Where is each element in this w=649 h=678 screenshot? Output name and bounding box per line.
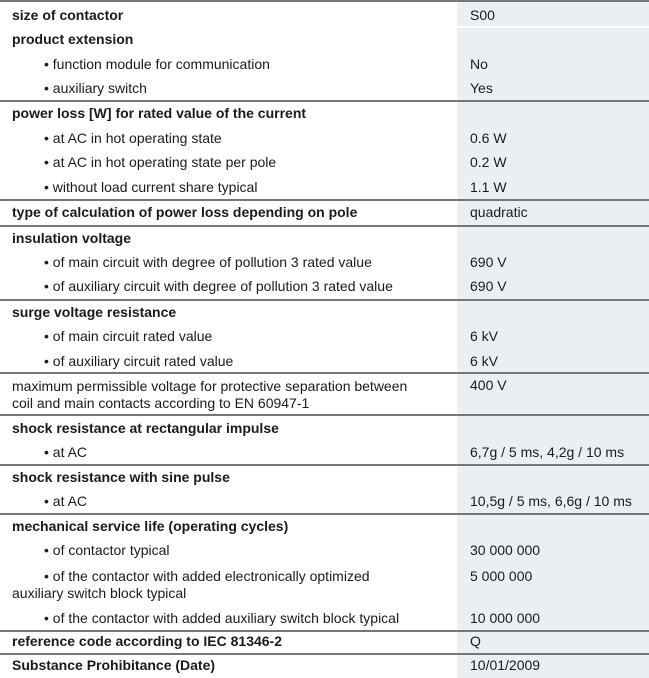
spec-row-shock-resistance-at-rectangular-impulse (0, 416, 649, 441)
spec-value: 10 000 000 (470, 610, 541, 626)
spec-label-cell (0, 51, 456, 76)
spec-row-of-contactor-typical (0, 538, 649, 563)
spec-label: type of calculation of power loss depending on pole (12, 204, 358, 220)
spec-label: • of contactor typical (44, 542, 170, 558)
spec-label: • function module for communication (44, 56, 270, 72)
spec-value-cell (457, 2, 649, 26)
spec-value: 6,7g / 5 ms, 4,2g / 10 ms (470, 444, 625, 460)
spec-label-cell (0, 374, 456, 414)
spec-label: product extension (12, 31, 134, 47)
spec-row-shock-resistance-with-sine-pulse (0, 466, 649, 490)
spec-value-cell (457, 374, 649, 414)
spec-value-cell (457, 655, 649, 678)
spec-row-reference-code-according-to-iec-81346-2 (0, 632, 649, 653)
spec-value: 30 000 000 (470, 542, 541, 558)
spec-label-cell (0, 515, 456, 538)
spec-label: • of the contactor with added electronically optimized (44, 568, 370, 584)
spec-label: reference code according to IEC 81346-2 (12, 633, 282, 649)
spec-row-function-module-for-communication (0, 51, 649, 76)
spec-label-cell (0, 466, 456, 490)
spec-row-auxiliary-switch (0, 76, 649, 100)
spec-row-mechanical-service-life-operating-cycles (0, 515, 649, 538)
spec-value-cell (457, 441, 649, 464)
spec-value: 690 V (470, 278, 507, 294)
spec-value: No (470, 56, 488, 72)
spec-label-cell (0, 275, 456, 299)
spec-value-cell (457, 227, 649, 250)
spec-label: • at AC in hot operating state (44, 130, 222, 146)
spec-row-of-the-contactor-with-added-electronically-optim (0, 563, 649, 606)
spec-row-type-of-calculation-of-power-loss-depending-on-p (0, 201, 649, 225)
spec-label-cell (0, 632, 456, 653)
spec-value-cell (457, 51, 649, 76)
spec-row-of-the-contactor-with-added-auxiliary-switch-blo (0, 606, 649, 630)
spec-row-maximum-permissible-voltage-for-protective-separ (0, 374, 649, 414)
spec-label: • auxiliary switch (44, 80, 147, 96)
spec-value: 0.2 W (470, 154, 507, 170)
spec-value-cell (457, 301, 649, 324)
spec-label-cell (0, 441, 456, 464)
spec-label: maximum permissible voltage for protective separation between (12, 378, 408, 394)
spec-label: insulation voltage (12, 230, 132, 246)
spec-row-surge-voltage-resistance (0, 301, 649, 324)
spec-value-cell (457, 515, 649, 538)
spec-value-cell (457, 201, 649, 225)
spec-label: • of the contactor with added auxiliary switch block typical (44, 610, 400, 626)
spec-label-cell (0, 324, 456, 349)
spec-label-cell (0, 227, 456, 250)
spec-label: • without load current share typical (44, 179, 258, 195)
spec-label-cell (0, 201, 456, 225)
spec-label: power loss [W] for rated value of the current (12, 105, 307, 121)
spec-label-cell (0, 102, 456, 126)
spec-label-continued: coil and main contacts according to EN 60947-1 (12, 395, 310, 411)
spec-label-cell (0, 606, 456, 630)
spec-row-at-ac-in-hot-operating-state (0, 126, 649, 150)
spec-value: 400 V (470, 377, 507, 393)
spec-label: • at AC (44, 444, 88, 460)
spec-label: Substance Prohibitance (Date) (12, 657, 216, 673)
spec-label: shock resistance at rectangular impulse (12, 420, 279, 436)
spec-value-cell (457, 175, 649, 199)
spec-label: • of main circuit with degree of pollution 3 rated value (44, 254, 372, 270)
spec-label: mechanical service life (operating cycles) (12, 518, 289, 534)
spec-label: shock resistance with sine pulse (12, 469, 230, 485)
spec-value-cell (457, 606, 649, 630)
spec-row-of-main-circuit-rated-value (0, 324, 649, 349)
spec-label-cell (0, 2, 456, 26)
spec-row-power-loss-w-for-rated-value-of-the-current (0, 102, 649, 126)
spec-value: Yes (470, 80, 493, 96)
spec-row-without-load-current-share-typical (0, 175, 649, 199)
spec-value: 10,5g / 5 ms, 6,6g / 10 ms (470, 493, 632, 509)
spec-label: surge voltage resistance (12, 304, 177, 320)
spec-value-cell (457, 466, 649, 490)
spec-label-cell (0, 150, 456, 175)
spec-value-cell (457, 416, 649, 441)
spec-value: 0.6 W (470, 130, 507, 146)
spec-label-cell (0, 175, 456, 199)
spec-value: 10/01/2009 (470, 657, 541, 673)
spec-row-size-of-contactor (0, 2, 649, 26)
spec-value-cell (457, 632, 649, 653)
spec-label: • of auxiliary circuit with degree of pollution 3 rated value (44, 278, 393, 294)
spec-row-of-auxiliary-circuit-rated-value (0, 349, 649, 372)
spec-value: 6 kV (470, 328, 499, 344)
spec-label-cell (0, 250, 456, 275)
spec-label-cell (0, 655, 456, 678)
spec-value-cell (457, 275, 649, 299)
spec-value-cell (457, 28, 649, 51)
spec-row-of-auxiliary-circuit-with-degree-of-pollution-3- (0, 275, 649, 299)
spec-label-cell (0, 538, 456, 563)
spec-row-at-ac (0, 441, 649, 464)
spec-value: 5 000 000 (470, 568, 533, 584)
spec-label-cell (0, 416, 456, 441)
spec-label: • of main circuit rated value (44, 328, 213, 344)
spec-value-cell (457, 150, 649, 175)
spec-value: quadratic (470, 204, 528, 220)
spec-value-cell (457, 250, 649, 275)
spec-value-cell (457, 126, 649, 150)
spec-label-cell (0, 301, 456, 324)
spec-value-cell (457, 324, 649, 349)
spec-row-substance-prohibitance-date (0, 655, 649, 678)
spec-value-cell (457, 76, 649, 100)
spec-label-cell (0, 490, 456, 513)
spec-value-cell (457, 102, 649, 126)
spec-label-cell (0, 563, 456, 606)
spec-label: size of contactor (12, 7, 124, 23)
spec-value: 6 kV (470, 353, 499, 369)
spec-row-insulation-voltage (0, 227, 649, 250)
spec-label-continued: auxiliary switch block typical (12, 585, 187, 601)
spec-label: • of auxiliary circuit rated value (44, 353, 234, 369)
spec-value: 1.1 W (470, 179, 507, 195)
spec-label-cell (0, 28, 456, 51)
spec-value-cell (457, 538, 649, 563)
spec-row-at-ac (0, 490, 649, 513)
spec-value-cell (457, 563, 649, 606)
spec-label: • at AC (44, 493, 88, 509)
spec-label: • at AC in hot operating state per pole (44, 154, 277, 170)
spec-value: S00 (470, 7, 495, 23)
spec-row-product-extension (0, 28, 649, 51)
spec-value: 690 V (470, 254, 507, 270)
spec-value-cell (457, 490, 649, 513)
spec-value: Q (470, 633, 481, 649)
spec-row-of-main-circuit-with-degree-of-pollution-3-rated (0, 250, 649, 275)
spec-label-cell (0, 126, 456, 150)
spec-value-cell (457, 349, 649, 372)
spec-label-cell (0, 76, 456, 100)
spec-row-at-ac-in-hot-operating-state-per-pole (0, 150, 649, 175)
spec-label-cell (0, 349, 456, 372)
